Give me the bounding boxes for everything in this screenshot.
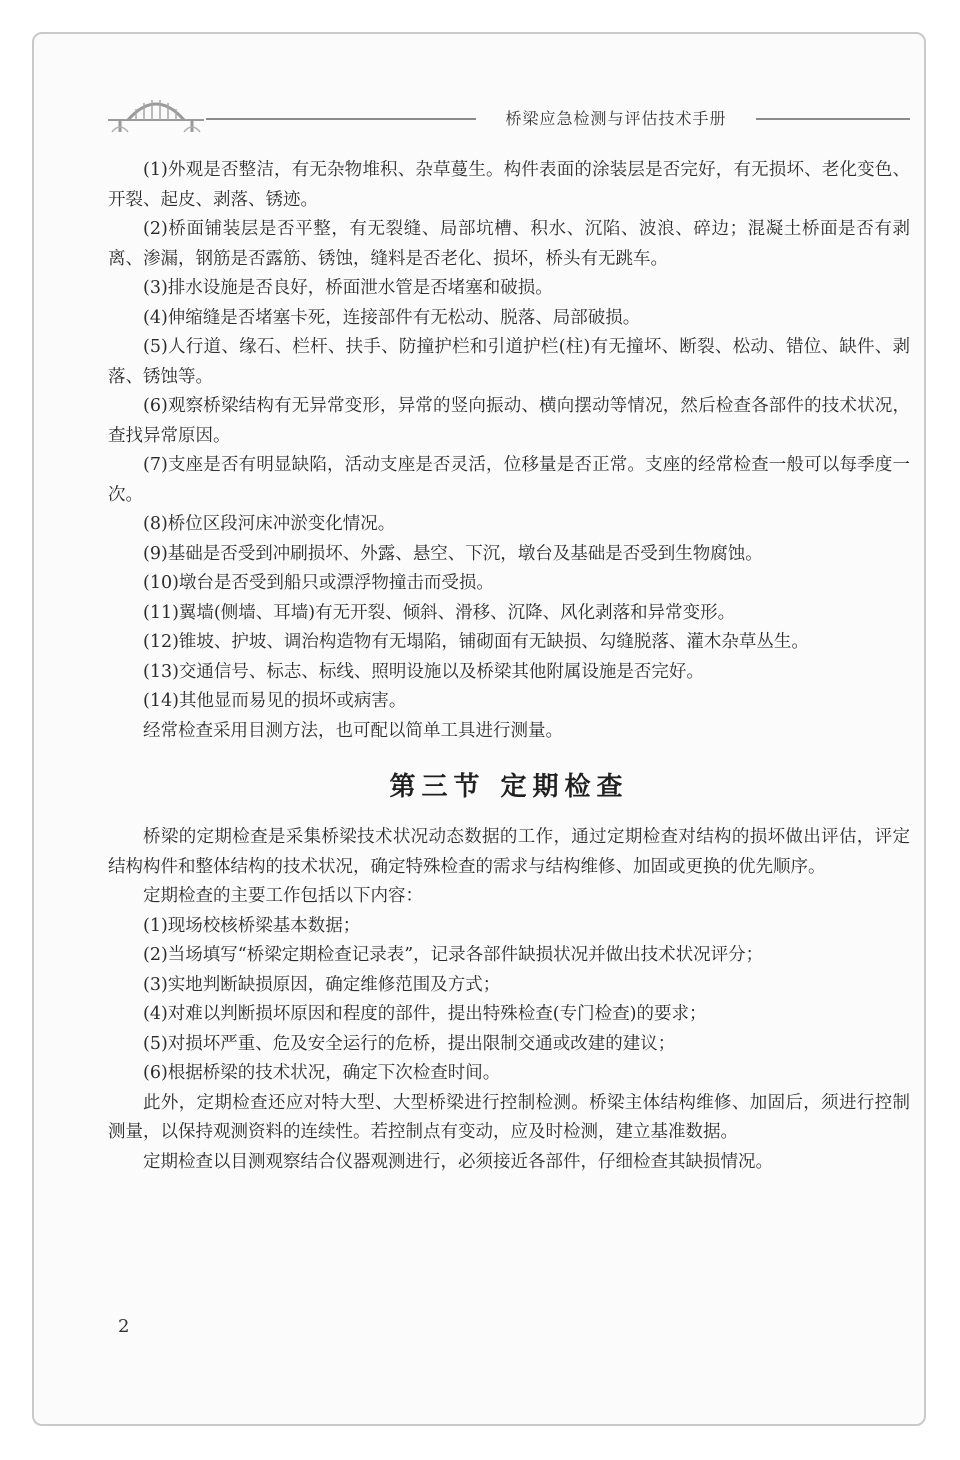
routine-item: (3)排水设施是否良好，桥面泄水管是否堵塞和破损。 (143, 278, 553, 298)
running-header (106, 92, 910, 142)
header-rule-left (206, 118, 476, 120)
periodic-item: (6)根据桥梁的技术状况，确定下次检查时间。 (143, 1063, 501, 1083)
header-rule-right (756, 118, 910, 120)
periodic-intro-paragraph: 桥梁的定期检查是采集桥梁技术状况动态数据的工作，通过定期检查对结构的损坏做出评估，评定结构构件和整体结构的技术状况，确定特殊检查的需求与结构维修、加固或更换的优先顺序。 (108, 827, 910, 877)
periodic-item: (5)对损坏严重、危及安全运行的危桥，提出限制交通或改建的建议； (143, 1033, 676, 1054)
periodic-item: (1)现场校核桥梁基本数据； (143, 915, 361, 936)
routine-item: (1)外观是否整洁，有无杂物堆积、杂草蔓生。构件表面的涂装层是否完好，有无损坏、老化变色、开裂、起皮、剥落、锈迹。 (108, 160, 910, 210)
routine-item: (14)其他显而易见的损坏或病害。 (143, 691, 407, 711)
routine-item: (8)桥位区段河床冲淤变化情况。 (143, 514, 396, 534)
periodic-item: (4)对难以判断损坏原因和程度的部件，提出特殊检查(专门检查)的要求； (143, 1004, 707, 1024)
routine-item: (7)支座是否有明显缺陷，活动支座是否灵活，位移量是否正常。支座的经常检查一般可以每季度一次。 (108, 455, 910, 505)
routine-method-note: 经常检查采用目测方法，也可配以简单工具进行测量。 (143, 720, 563, 741)
bridge-logo-icon (106, 92, 206, 142)
periodic-outro-paragraph: 此外，定期检查还应对特大型、大型桥梁进行控制检测。桥梁主体结构维修、加固后，须进行控制测量，以保持观测资料的连续性。若控制点有变动，应及时检测，建立基准数据。 (108, 1092, 910, 1142)
section-title: 第三节 定期检查 (389, 772, 629, 802)
periodic-item: (3)实地判断缺损原因，确定维修范围及方式； (143, 974, 501, 995)
routine-item: (11)翼墙(侧墙、耳墙)有无开裂、倾斜、滑移、沉降、风化剥落和异常变形。 (143, 602, 736, 623)
routine-item: (2)桥面铺装层是否平整，有无裂缝、局部坑槽、积水、沉陷、波浪、碎边；混凝土桥面是否有剥离、渗漏，钢筋是否露筋、锈蚀，缝料是否老化、损坏，桥头有无跳车。 (108, 219, 910, 269)
periodic-intro-paragraph: 定期检查的主要工作包括以下内容： (143, 886, 423, 906)
routine-item: (12)锥坡、护坡、调治构造物有无塌陷，铺砌面有无缺损、勾缝脱落、灌木杂草丛生。 (143, 632, 809, 652)
page-number: 2 (118, 1316, 130, 1337)
routine-item: (5)人行道、缘石、栏杆、扶手、防撞护栏和引道护栏(柱)有无撞坏、断裂、松动、错位、缺件、剥落、锈蚀等。 (108, 337, 910, 387)
routine-item: (4)伸缩缝是否堵塞卡死，连接部件有无松动、脱落、局部破损。 (143, 307, 641, 328)
periodic-outro-paragraph: 定期检查以目测观察结合仪器观测进行，必须接近各部件，仔细检查其缺损情况。 (143, 1151, 773, 1172)
routine-item: (6)观察桥梁结构有无异常变形，异常的竖向振动、横向摆动等情况，然后检查各部件的技术状况，查找异常原因。 (108, 396, 910, 446)
routine-item: (9)基础是否受到冲刷损坏、外露、悬空、下沉，墩台及基础是否受到生物腐蚀。 (143, 543, 763, 564)
routine-item: (13)交通信号、标志、标线、照明设施以及桥梁其他附属设施是否完好。 (143, 661, 704, 682)
routine-item: (10)墩台是否受到船只或漂浮物撞击而受损。 (143, 573, 494, 593)
running-header-title: 桥梁应急检测与评估技术手册 (505, 109, 727, 128)
page-body (108, 156, 910, 1177)
periodic-item: (2)当场填写“桥梁定期检查记录表”，记录各部件缺损状况并做出技术状况评分； (143, 945, 764, 965)
